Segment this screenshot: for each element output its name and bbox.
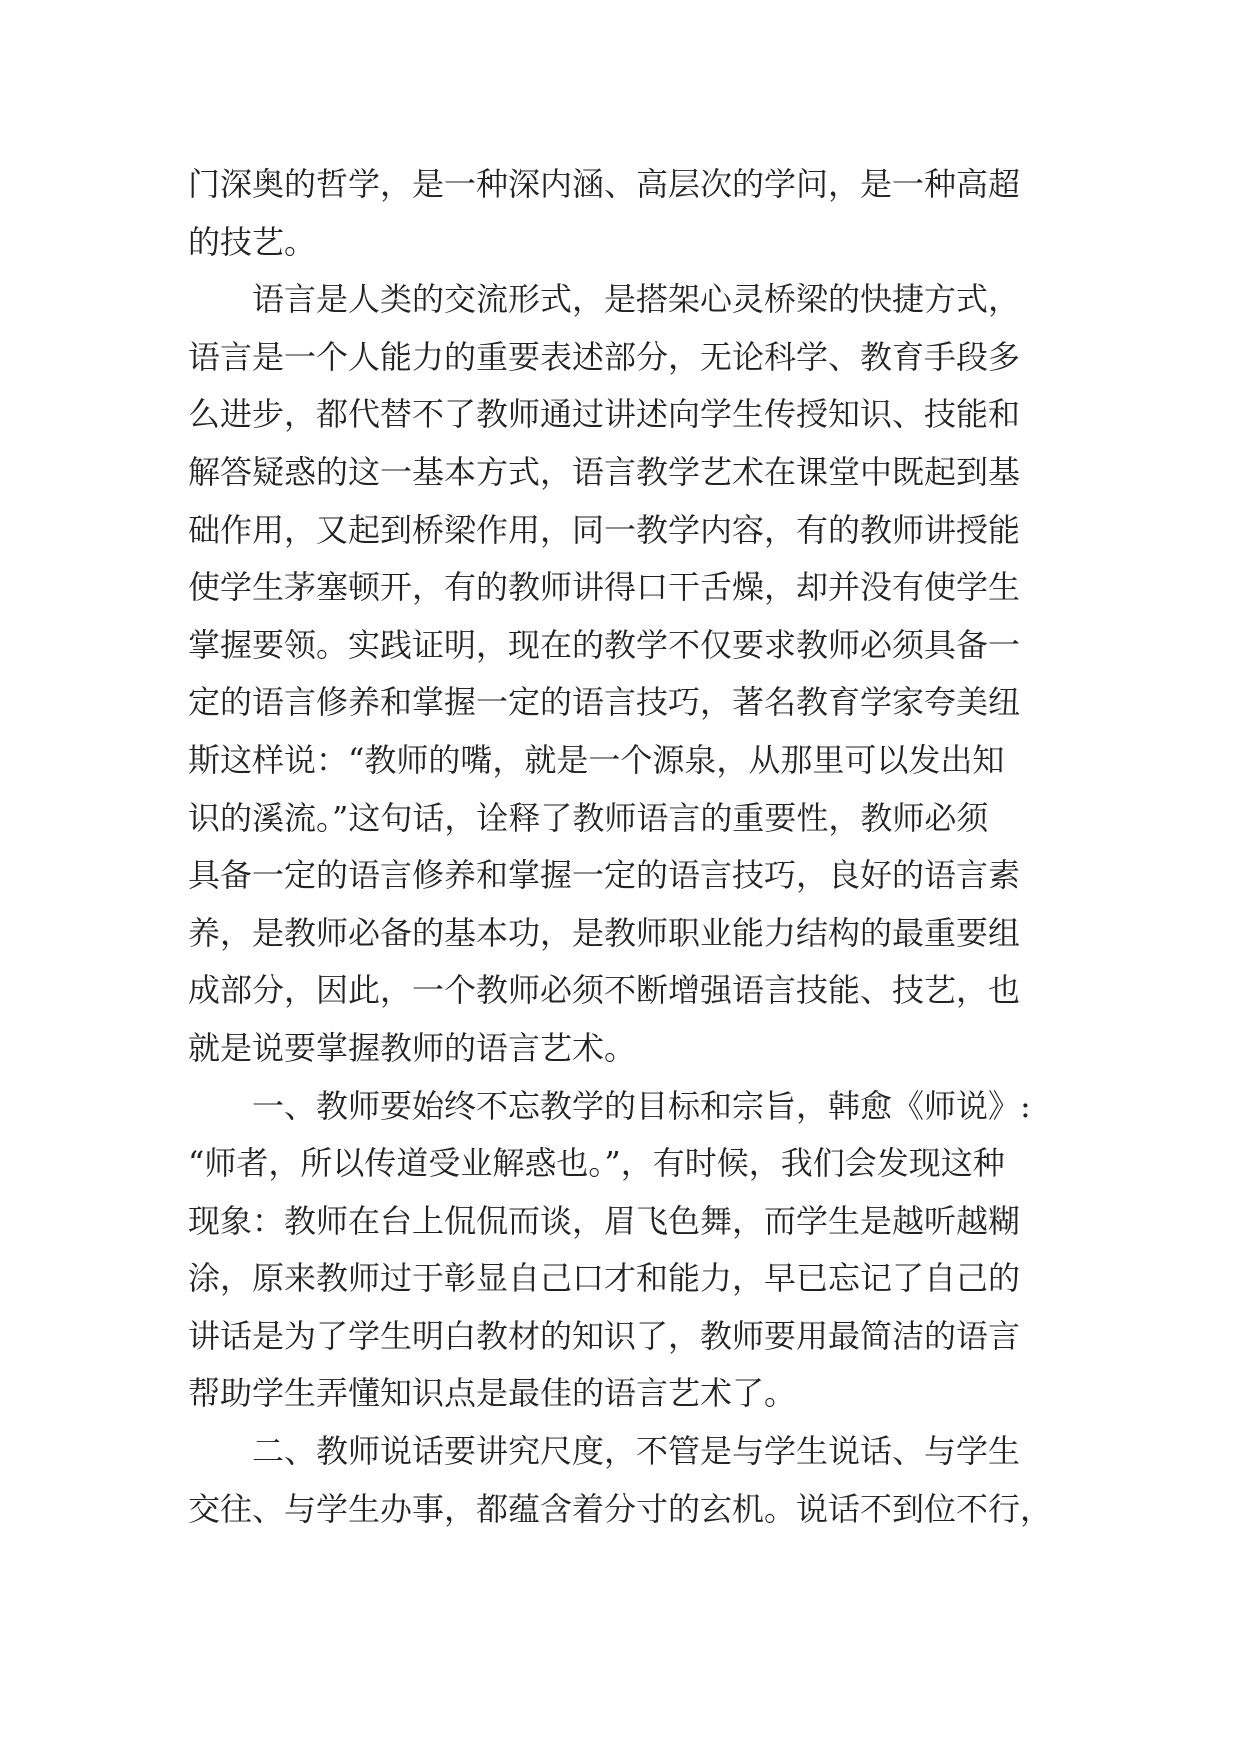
text-line: 础作用，又起到桥梁作用，同一教学内容，有的教师讲授能 <box>188 510 1021 549</box>
text-line: 的技艺。 <box>188 222 317 261</box>
text-line: 语言是人类的交流形式，是搭架心灵桥梁的快捷方式， <box>252 280 1021 319</box>
text-line: 现象：教师在台上侃侃而谈，眉飞色舞，而学生是越听越糊 <box>188 1201 1021 1240</box>
text-line: 成部分，因此，一个教师必须不断增强语言技能、技艺，也 <box>188 971 1021 1010</box>
text-line: 就是说要掌握教师的语言艺术。 <box>188 1028 637 1067</box>
text-line: 识的溪流。”这句话，诠释了教师语言的重要性，教师必须 <box>188 798 989 837</box>
text-line: 门深奥的哲学，是一种深内涵、高层次的学问，是一种高超 <box>188 165 1021 203</box>
text-line: 定的语言修养和掌握一定的语言技巧，著名教育学家夸美纽 <box>188 683 1021 722</box>
text-line: 二、教师说话要讲究尺度，不管是与学生说话、与学生 <box>252 1432 1021 1471</box>
text-line: 养，是教师必备的基本功，是教师职业能力结构的最重要组 <box>188 913 1021 952</box>
text-line: 语言是一个人能力的重要表述部分，无论科学、教育手段多 <box>188 337 1021 376</box>
text-line: 交往、与学生办事，都蕴含着分寸的玄机。说话不到位不行， <box>188 1489 1053 1528</box>
text-line: 讲话是为了学生明白教材的知识了，教师要用最简洁的语言 <box>188 1316 1021 1355</box>
text-line: 么进步，都代替不了教师通过讲述向学生传授知识、技能和 <box>188 395 1021 434</box>
body-text <box>188 156 1068 1538</box>
text-line: 具备一定的语言修养和掌握一定的语言技巧，良好的语言素 <box>188 856 1021 895</box>
text-line: 掌握要领。实践证明，现在的教学不仅要求教师必须具备一 <box>188 625 1021 664</box>
text-line: 解答疑惑的这一基本方式，语言教学艺术在课堂中既起到基 <box>188 452 1021 491</box>
text-line: 斯这样说：“教师的嘴，就是一个源泉，从那里可以发出知 <box>188 740 1005 779</box>
text-line: “师者，所以传道受业解惑也。”，有时候，我们会发现这种 <box>188 1144 1005 1183</box>
text-line: 使学生茅塞顿开，有的教师讲得口干舌燥，却并没有使学生 <box>188 568 1021 607</box>
text-line: 涂，原来教师过于彰显自己口才和能力，早已忘记了自己的 <box>188 1259 1021 1298</box>
text-line: 帮助学生弄懂知识点是最佳的语言艺术了。 <box>188 1374 797 1413</box>
text-line: 一、教师要始终不忘教学的目标和宗旨，韩愈《师说》: <box>252 1086 1031 1125</box>
